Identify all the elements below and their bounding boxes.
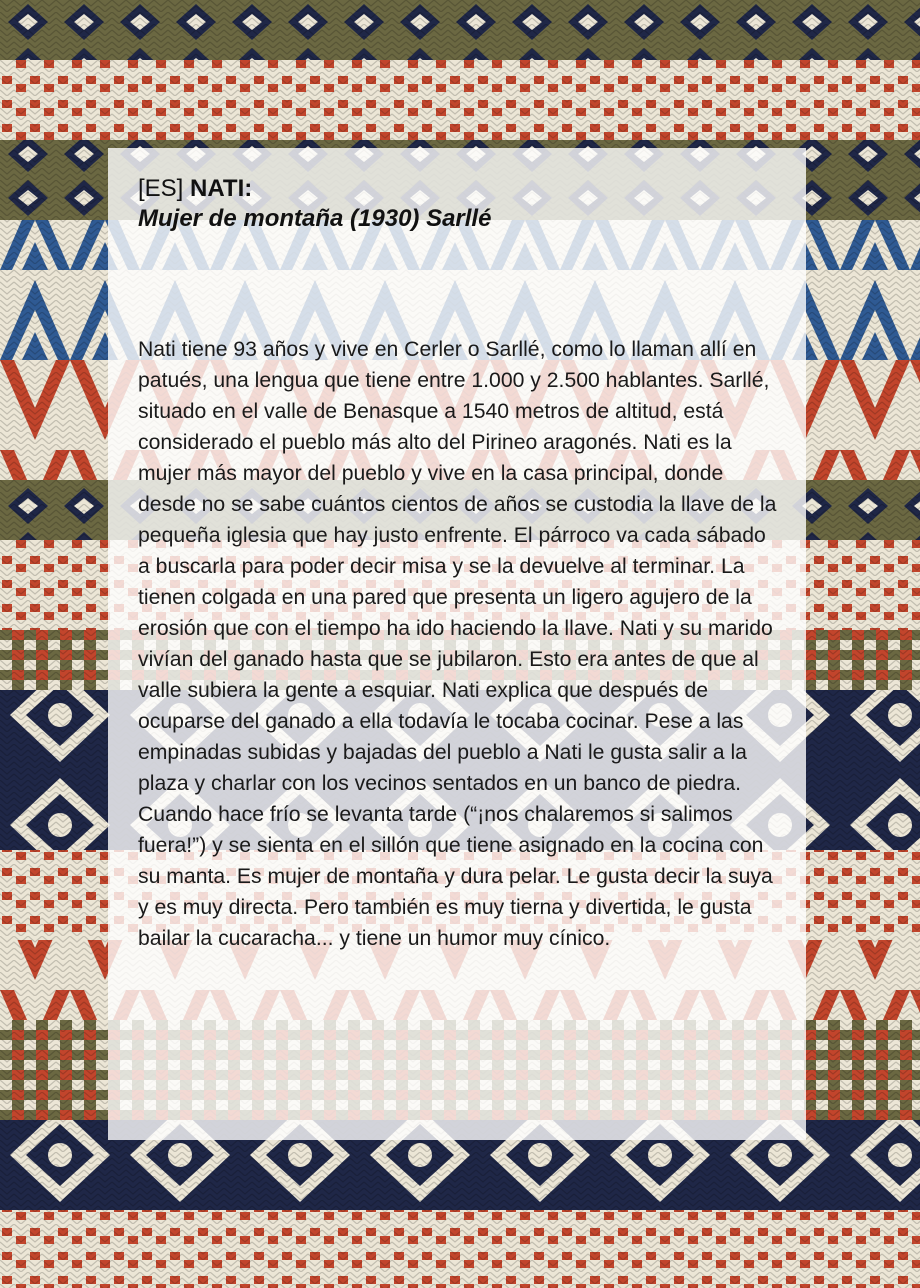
language-tag: [ES] [138, 175, 184, 202]
paragraph-2: Cuando hace frío se levanta tarde (“¡nos chalaremos si salimos fuera!”) y se sienta en el sillón que tiene asignado en la cocina con su manta. Es mujer de montaña y dura pelar. Le gusta decir la suya y es muy directa. Pero también es muy tierna y divertida, le gusta bailar la cucaracha... y tiene un humor muy cínico. [138, 803, 773, 950]
person-name: NATI: [190, 175, 253, 202]
text-panel [108, 148, 806, 1140]
subtitle: Mujer de montaña (1930) Sarllé [138, 205, 492, 232]
body-text [138, 334, 780, 954]
page-title [138, 174, 778, 234]
paragraph-1: Nati tiene 93 años y vive en Cerler o Sarllé, como lo llaman allí en patués, una lengua que tiene entre 1.000 y 2.500 hablantes. Sarllé, situado en el valle de Benasque a 1540 metros de altitud, está considerado el pueblo más alto del Pirineo aragonés. Nati es la mujer más mayor del pueblo y vive en la casa principal, donde desde no se sabe cuántos cientos de años se custodia la llave de la pequeña iglesia que hay justo enfrente. El párroco va cada sábado a buscarla para poder decir misa y se la devuelve al terminar. La tienen colgada en una pared que presenta un ligero agujero de la erosión que con el tiempo ha ido haciendo la llave. Nati y su marido vivían del ganado hasta que se jubilaron. Esto era antes de que al valle subiera la gente a esquiar. Nati explica que después de ocuparse del ganado a ella todavía le tocaba cocinar. Pese a las empinadas subidas y bajadas del pueblo a Nati le gusta salir a la plaza y charlar con los vecinos sentados en un banco de piedra. [138, 338, 777, 795]
